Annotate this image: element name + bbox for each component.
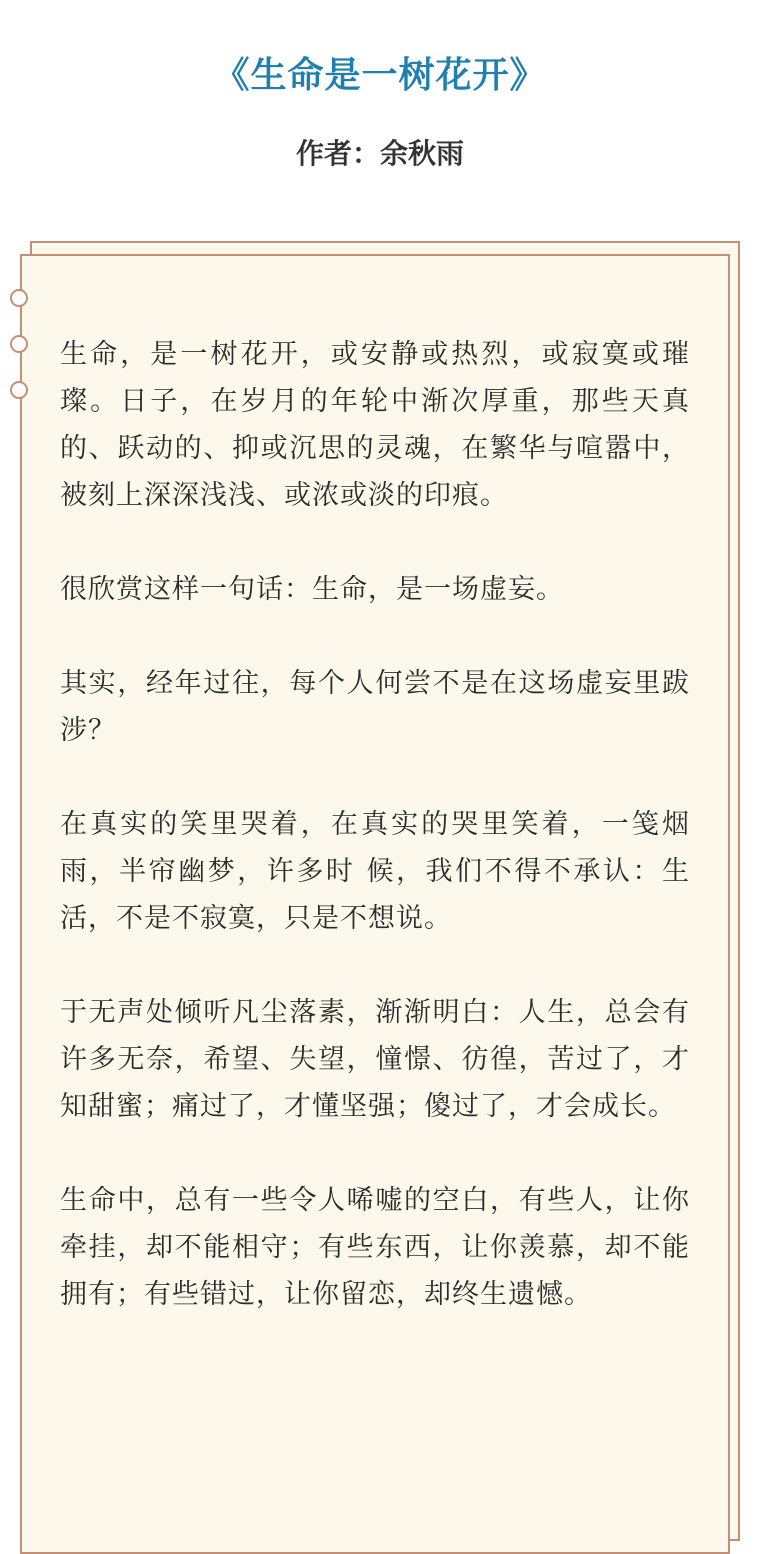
article-title: 《生命是一树花开》 (213, 55, 547, 97)
article-author: 作者：余秋雨 (295, 137, 464, 170)
paragraph: 生命中，总有一些令人唏嘘的空白，有些人，让你牵挂，却不能相守；有些东西，让你羡慕，却不能拥有；有些错过，让你留恋，却终生遗憾。 (60, 1185, 690, 1310)
article-body (60, 331, 690, 1365)
paragraph: 于无声处倾听凡尘落素，渐渐明白：人生，总会有许多无奈，希望、失望，憧憬、彷徨，苦过了，才知甜蜜；痛过了，才懂坚强；傻过了，才会成长。 (60, 997, 690, 1122)
paragraph: 很欣赏这样一句话：生命，是一场虚妄。 (60, 574, 564, 605)
paragraph: 在真实的笑里哭着，在真实的哭里笑着，一笺烟雨，半帘幽梦，许多时 候，我们不得不承认：生活，不是不寂寞，只是不想说。 (60, 809, 690, 934)
binder-ring-icon (10, 381, 28, 399)
paragraph: 生命，是一树花开，或安静或热烈，或寂寞或璀璨。日子，在岁月的年轮中渐次厚重，那些天真的、跃动的、抑或沉思的灵魂，在繁华与喧嚣中，被刻上深深浅浅、或浓或淡的印痕。 (60, 339, 690, 511)
binder-ring-icon (10, 289, 28, 307)
binder-ring-icon (10, 335, 28, 353)
paragraph: 其实，经年过往，每个人何尝不是在这场虚妄里跋涉？ (60, 668, 690, 746)
